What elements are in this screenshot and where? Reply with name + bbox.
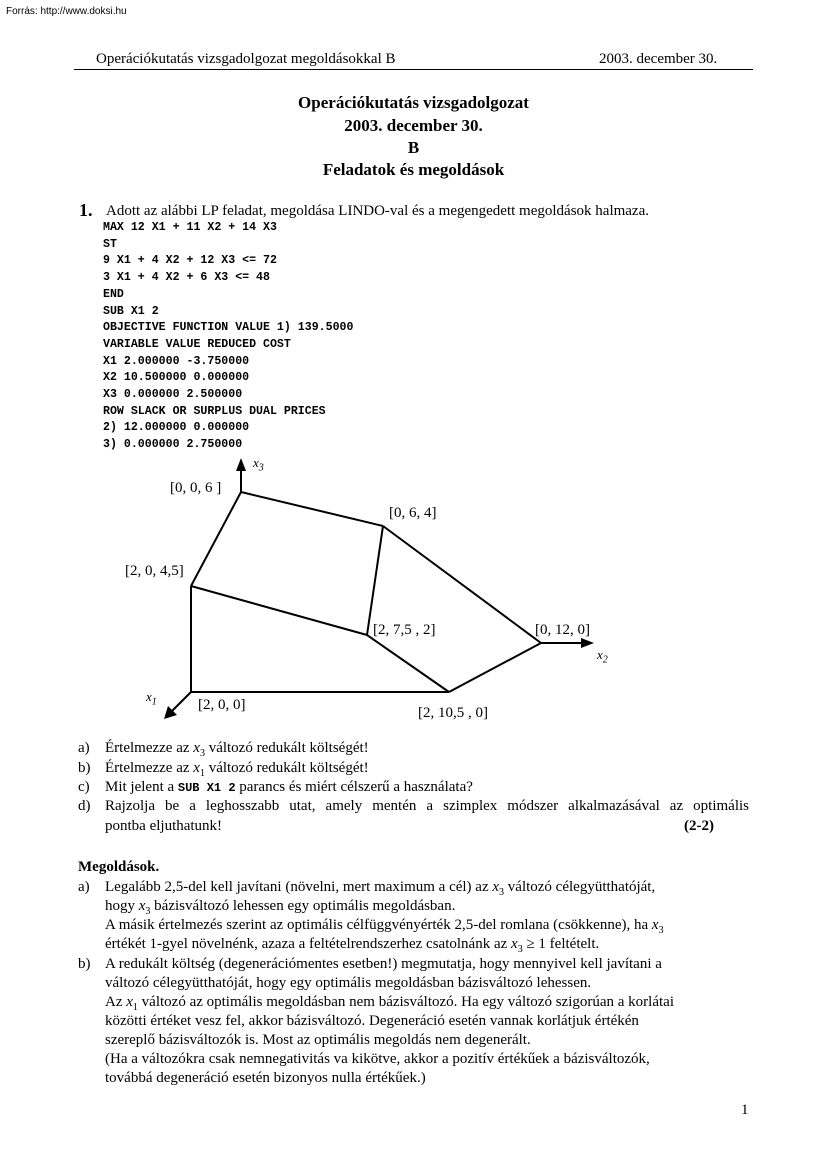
solution-a-line-4: értékét 1-gyel növelnénk, azaza a feltételrendszerhez csatolnánk az $x_3 \ge 1$ feltételt. [105, 936, 600, 955]
lindo-line: 2) 12.000000 0.000000 [103, 421, 250, 435]
x2-axis-arrowhead [581, 638, 594, 648]
solution-b-line-7: továbbá degeneráció esetén bizonyos nulla értékűek.) [105, 1070, 426, 1086]
solution-b-line-4: közötti értéket vesz fel, akkor bázisváltozó. Degeneráció esetén vannak korlátjuk értékén [105, 1013, 639, 1029]
lindo-line: ST [103, 237, 117, 251]
page-number: 1 [741, 1102, 749, 1118]
lindo-line: SUB X1 2 [103, 304, 159, 318]
running-header-left: Operációkutatás vizsgadolgozat megoldásokkal B [96, 51, 396, 67]
axis-x1-label: $x_1$ [146, 689, 157, 708]
source-note: Forrás: http://www.doksi.hu [6, 6, 127, 17]
vertex-label: [2, 10,5 , 0] [418, 705, 488, 721]
vertex-label: [2, 0, 4,5] [125, 563, 184, 579]
question-d-score: (2-2) [684, 818, 714, 834]
solutions-heading: Megoldások. [78, 859, 160, 875]
solution-b-line-1: A redukált költség (degenerációmentes esetben!) megmutatja, hogy mennyivel kell javítani a [105, 956, 662, 972]
lindo-line: ROW SLACK OR SURPLUS DUAL PRICES [103, 404, 326, 418]
lindo-line: 3) 0.000000 2.750000 [103, 438, 243, 452]
axis-x2-label: $x_2$ [597, 647, 608, 666]
solution-a-mark: a) [78, 879, 90, 895]
lindo-line: MAX 12 X1 + 11 X2 + 14 X3 [103, 221, 277, 234]
problem-intro: Adott az alábbi LP feladat, megoldása LINDO-val és a megengedett megoldások halmaza. [106, 203, 649, 219]
x3-axis-arrowhead [236, 458, 246, 471]
title-line-2: 2003. december 30. [344, 116, 483, 135]
solution-b-line-6: (Ha a változókra csak nemnegativitás va kikötve, akkor a pozitív értékűek a bázisváltozók, [105, 1051, 650, 1067]
running-header-date: 2003. december 30. [599, 51, 718, 67]
question-d-line-1: Rajzolja be a leghosszabb utat, amely mentén a szimplex módszer alkalmazásával az optimális [105, 798, 749, 814]
solution-a-line-2: hogy $x_3$ bázisváltozó lehessen egy optimális megoldásban. [105, 898, 456, 917]
question-d-line-2: pontba eljuthatunk! [105, 818, 223, 834]
vertex-label: [0, 12, 0] [535, 622, 590, 638]
lindo-line: X2 10.500000 0.000000 [103, 371, 250, 385]
lindo-line: X3 0.000000 2.500000 [103, 388, 243, 402]
vertex-label: [0, 6, 4] [389, 505, 437, 521]
solution-b-line-2: változó célegyütthatóját, hogy egy optimális megoldásban bázisváltozó lehessen. [105, 975, 592, 991]
lindo-line: X1 2.000000 -3.750000 [103, 354, 250, 368]
question-a: Értelmezze az $x_3$ változó redukált költségét! [105, 740, 369, 759]
lindo-line: 9 X1 + 4 X2 + 12 X3 <= 72 [103, 254, 277, 268]
title-line-1: Operációkutatás vizsgadolgozat [298, 93, 529, 112]
title-line-4: Feladatok és megoldások [322, 160, 505, 179]
question-c: Mit jelent a SUB X1 2 parancs és miért célszerű a használata? [105, 779, 473, 795]
lindo-line: 3 X1 + 4 X2 + 6 X3 <= 48 [103, 271, 270, 285]
lindo-line: END [103, 287, 124, 301]
solution-b-line-3: Az $x_1$ változó az optimális megoldásban nem bázisváltozó. Ha egy változó szigorúan a korlátai [105, 994, 674, 1013]
solution-a-line-3: A másik értelmezés szerint az optimális célfüggvényérték 2,5-del romlana (csökkenne), ha $x_3$ [105, 917, 664, 936]
lindo-line: OBJECTIVE FUNCTION VALUE 1) 139.5000 [103, 321, 354, 335]
question-b-mark: b) [78, 760, 91, 776]
vertex-label: [2, 7,5 , 2] [373, 622, 436, 638]
title-line-3: B [407, 138, 420, 157]
vertex-label: [0, 0, 6 ] [170, 480, 222, 496]
problem-number: 1. [79, 200, 93, 220]
solution-b-line-5: szereplő bázisváltozók is. Most az optimális megoldás nem degenerált. [105, 1032, 531, 1048]
question-a-mark: a) [78, 740, 90, 756]
question-c-mark: c) [78, 779, 90, 795]
solution-b-mark: b) [78, 956, 91, 972]
lindo-line: VARIABLE VALUE REDUCED COST [103, 337, 291, 351]
solution-a-line-1: Legalább 2,5-del kell javítani (növelni, mert maximum a cél) az $x_3$ változó célegyütthatóját, [105, 879, 656, 898]
question-b: Értelmezze az $x_1$ változó redukált költségét! [105, 760, 369, 779]
vertex-label: [2, 0, 0] [198, 697, 246, 713]
question-d-mark: d) [78, 798, 91, 814]
axis-x3-label: $x_3$ [253, 455, 264, 474]
